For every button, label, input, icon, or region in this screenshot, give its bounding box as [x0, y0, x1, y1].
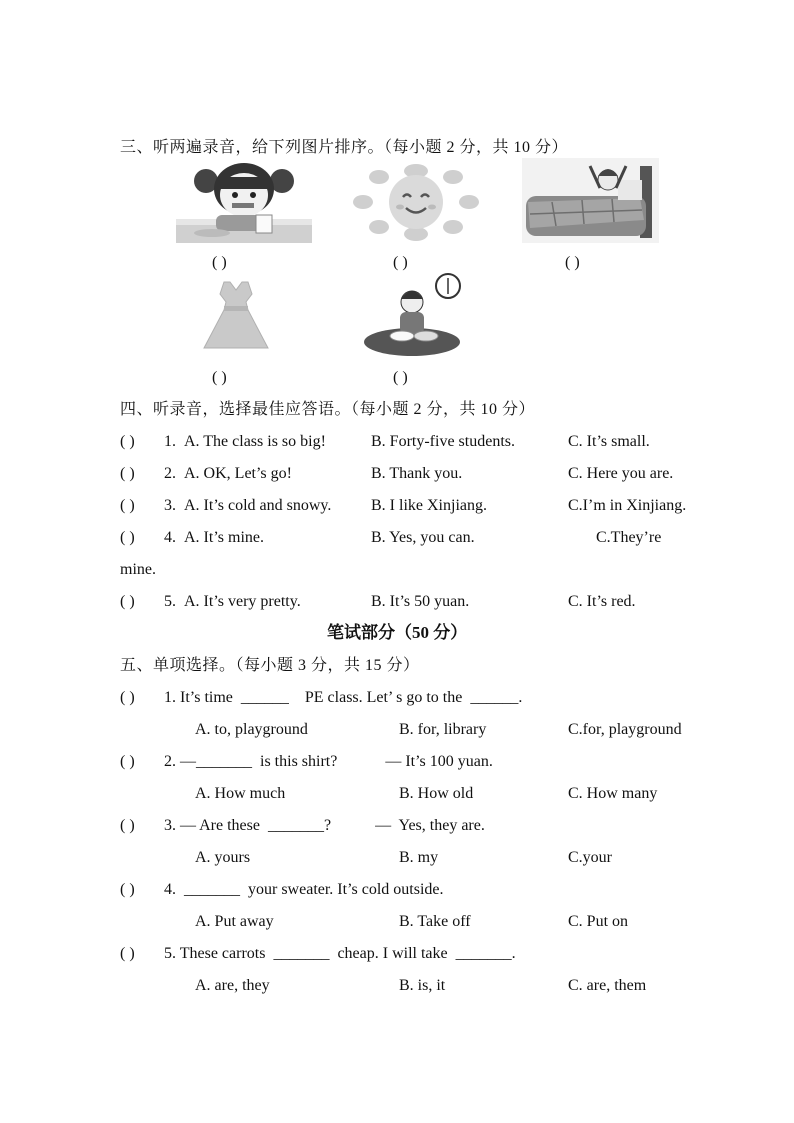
s5-q2-option-a: A. How much	[195, 785, 286, 802]
s5-q4-option-b: B. Take off	[399, 913, 471, 930]
s5-q4-answer-blank[interactable]: ( )	[120, 881, 135, 898]
s5-q2-option-b: B. How old	[399, 785, 474, 802]
s5-q1-option-b: B. for, library	[399, 721, 487, 738]
picture-5-answer[interactable]: ( )	[393, 369, 408, 386]
s4-q4-option-c: C.They’re	[596, 529, 662, 546]
s5-q4-stem: 4. _______ your sweater. It’s cold outside.	[164, 881, 444, 898]
s5-q2-answer-blank[interactable]: ( )	[120, 753, 135, 770]
s4-q5-option-a: A. It’s very pretty.	[184, 593, 301, 610]
s4-q4-answer-blank[interactable]: ( )	[120, 529, 135, 546]
s5-q2-option-c: C. How many	[568, 785, 658, 802]
girl-brushing-teeth-icon	[176, 163, 312, 243]
s4-q3-number: 3.	[164, 497, 176, 514]
dress-icon	[200, 280, 272, 352]
s4-q1-answer-blank[interactable]: ( )	[120, 433, 135, 450]
s4-q5-number: 5.	[164, 593, 176, 610]
smiling-sun-icon	[353, 163, 479, 241]
s4-q4-option-c-continued: mine.	[120, 561, 156, 578]
s4-q1-option-c: C. It’s small.	[568, 433, 650, 450]
s4-q1-number: 1.	[164, 433, 176, 450]
picture-3-answer[interactable]: ( )	[565, 254, 580, 271]
s5-q4-option-c: C. Put on	[568, 913, 629, 930]
s4-q3-option-b: B. I like Xinjiang.	[371, 497, 487, 514]
s4-q3-answer-blank[interactable]: ( )	[120, 497, 135, 514]
s4-q5-option-b: B. It’s 50 yuan.	[371, 593, 470, 610]
s4-q4-option-a: A. It’s mine.	[184, 529, 264, 546]
s5-q5-answer-blank[interactable]: ( )	[120, 945, 135, 962]
picture-1-answer[interactable]: ( )	[212, 254, 227, 271]
s5-q1-option-c: C.for, playground	[568, 721, 682, 738]
s5-q5-option-a: A. are, they	[195, 977, 270, 994]
s5-q1-stem: 1. It’s time ______ PE class. Let’ s go to the ______.	[164, 689, 523, 706]
s4-q2-option-c: C. Here you are.	[568, 465, 674, 482]
s4-q5-answer-blank[interactable]: ( )	[120, 593, 135, 610]
written-part-title: 笔试部分（50 分）	[327, 623, 468, 642]
s4-q3-option-c: C.I’m in Xinjiang.	[568, 497, 687, 514]
s4-q3-option-a: A. It’s cold and snowy.	[184, 497, 332, 514]
section5-heading: 五、单项选择。（每小题 3 分，共 15 分）	[120, 657, 420, 674]
s5-q3-option-a: A. yours	[195, 849, 251, 866]
s5-q2-stem: 2. —_______ is this shirt? — It’s 100 yuan.	[164, 753, 493, 770]
s5-q4-option-a: A. Put away	[195, 913, 274, 930]
s5-q1-answer-blank[interactable]: ( )	[120, 689, 135, 706]
picture-4-answer[interactable]: ( )	[212, 369, 227, 386]
s5-q3-option-c: C.your	[568, 849, 612, 866]
picture-2-answer[interactable]: ( )	[393, 254, 408, 271]
section4-heading: 四、听录音，选择最佳应答语。（每小题 2 分，共 10 分）	[120, 401, 536, 418]
s5-q5-stem: 5. These carrots _______ cheap. I will take _______.	[164, 945, 516, 962]
s4-q2-option-b: B. Thank you.	[371, 465, 463, 482]
s4-q2-number: 2.	[164, 465, 176, 482]
s4-q4-number: 4.	[164, 529, 176, 546]
s5-q3-answer-blank[interactable]: ( )	[120, 817, 135, 834]
s4-q5-option-c: C. It’s red.	[568, 593, 636, 610]
s5-q5-option-b: B. is, it	[399, 977, 446, 994]
s5-q3-option-b: B. my	[399, 849, 439, 866]
girl-eating-breakfast-clock-icon	[362, 272, 466, 358]
s4-q1-option-b: B. Forty-five students.	[371, 433, 515, 450]
s4-q4-option-b: B. Yes, you can.	[371, 529, 475, 546]
s5-q3-stem: 3. — Are these _______? — Yes, they are.	[164, 817, 485, 834]
s4-q2-answer-blank[interactable]: ( )	[120, 465, 135, 482]
s4-q1-option-a: A. The class is so big!	[184, 433, 326, 450]
girl-waking-up-in-bed-icon	[522, 158, 659, 243]
s4-q2-option-a: A. OK, Let’s go!	[184, 465, 292, 482]
section3-heading: 三、听两遍录音，给下列图片排序。（每小题 2 分，共 10 分）	[120, 139, 569, 156]
s5-q1-option-a: A. to, playground	[195, 721, 308, 738]
s5-q5-option-c: C. are, them	[568, 977, 647, 994]
